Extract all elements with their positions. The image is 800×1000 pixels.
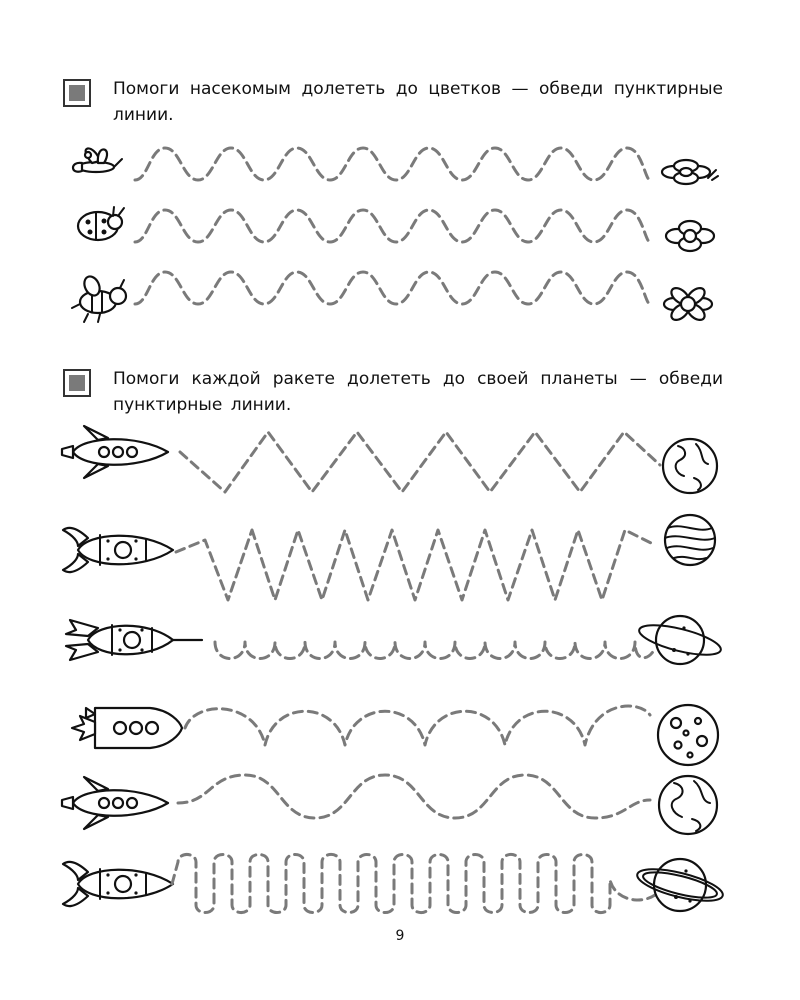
earth-icon xyxy=(659,776,717,834)
rocket-icon xyxy=(63,528,173,572)
dashed-path xyxy=(178,775,650,818)
flower-icon xyxy=(662,160,718,184)
ringed-planet-icon xyxy=(634,859,725,911)
page-number: 9 xyxy=(395,928,405,944)
dashed-path xyxy=(135,272,650,304)
instruction-text: Помоги насекомым долететь до цветков — обведи пунктирные линии. xyxy=(113,79,723,125)
bee-icon xyxy=(72,274,126,322)
rocket-icon xyxy=(62,426,168,478)
moon-icon xyxy=(658,705,718,765)
dashed-path xyxy=(185,706,650,745)
rocket-icon xyxy=(62,777,168,829)
instruction-text: Помоги каждой ракете долететь до своей планеты — обведи пунктирные линии. xyxy=(113,369,723,415)
earth-icon xyxy=(663,439,717,493)
striped-planet-icon xyxy=(665,515,715,565)
butterfly-icon xyxy=(73,148,122,172)
dashed-path xyxy=(215,642,655,659)
flower-icon xyxy=(664,285,712,323)
dashed-path xyxy=(172,855,655,913)
rocket-icon xyxy=(63,862,173,906)
dashed-path xyxy=(176,530,655,600)
ladybug-icon xyxy=(78,207,124,240)
dashed-path xyxy=(135,148,650,180)
rocket-icon xyxy=(66,620,202,660)
flower-icon xyxy=(666,221,714,251)
rocket-icon xyxy=(72,708,182,748)
dashed-path xyxy=(180,432,660,492)
dashed-path xyxy=(135,210,650,242)
